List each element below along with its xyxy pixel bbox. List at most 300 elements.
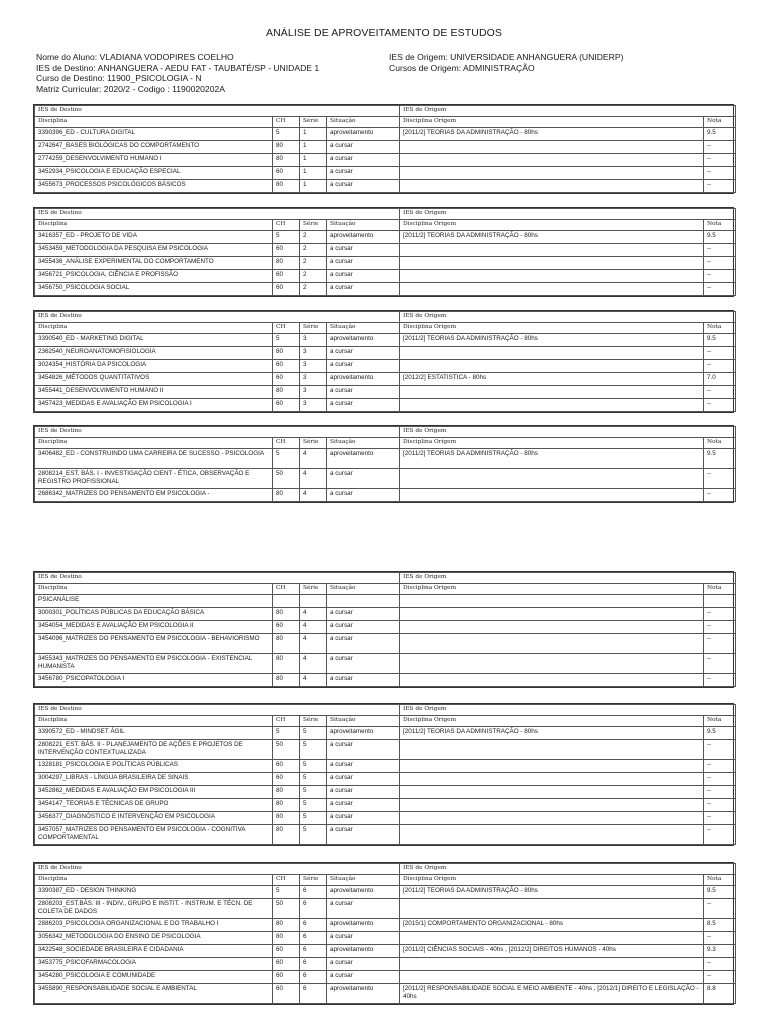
cell-disciplina: 3457057_MATRIZES DO PENSAMENTO EM PSICOLOGIA - COGNITIVA COMPORTAMENTAL bbox=[35, 825, 273, 845]
table-row bbox=[35, 945, 736, 958]
cell-situacao: a cursar bbox=[327, 786, 400, 799]
cell-nota: -- bbox=[704, 608, 736, 621]
cell-nota: -- bbox=[704, 386, 736, 399]
table-row bbox=[35, 919, 736, 932]
cell-nota: -- bbox=[704, 244, 736, 257]
cell-ch: 5 bbox=[273, 128, 300, 141]
cell-ch: 60 bbox=[273, 167, 300, 180]
cell-disciplina: 3455343_MATRIZES DO PENSAMENTO EM PSICOLOGIA - EXISTENCIAL HUMANISTA bbox=[35, 654, 273, 674]
col-serie-header: Série bbox=[300, 438, 327, 449]
cell-situacao: a cursar bbox=[327, 760, 400, 773]
cell-disciplina: 3004297_LIBRAS - LÍNGUA BRASILEIRA DE SINAIS bbox=[35, 773, 273, 786]
col-disciplina-header: Disciplina bbox=[35, 117, 273, 128]
table-row bbox=[35, 971, 736, 984]
analysis-table bbox=[34, 863, 736, 1004]
cell-ch: 60 bbox=[273, 399, 300, 412]
cell-nota: -- bbox=[704, 167, 736, 180]
cell-disciplina: 2808221_EST. BÁS. II - PLANEJAMENTO DE AÇÕES E PROJETOS DE INTERVENÇÃO CONTEXTUALIZADA bbox=[35, 740, 273, 760]
ies-destino-header: IES de Destino bbox=[35, 427, 400, 438]
ies-origem-header: IES de Origem bbox=[400, 573, 704, 584]
analysis-table bbox=[34, 208, 736, 296]
cell-situacao: a cursar bbox=[327, 621, 400, 634]
table-row bbox=[35, 386, 736, 399]
cell-disciplina-origem bbox=[400, 899, 704, 919]
col-disciplina-origem-header: Disciplina Origem bbox=[400, 220, 704, 231]
col-situacao-header: Situação bbox=[327, 220, 400, 231]
ies-origem-header: IES de Origem bbox=[400, 106, 704, 117]
cell-disciplina-origem bbox=[400, 180, 704, 193]
col-disciplina-header: Disciplina bbox=[35, 584, 273, 595]
cell-disciplina: 3454280_PSICOLOGIA E COMUNIDADE bbox=[35, 971, 273, 984]
cell-nota: -- bbox=[704, 760, 736, 773]
cell-serie: 5 bbox=[300, 786, 327, 799]
cell-situacao: a cursar bbox=[327, 154, 400, 167]
cell-situacao: aproveitamento bbox=[327, 334, 400, 347]
col-disciplina-header: Disciplina bbox=[35, 438, 273, 449]
cell-serie: 4 bbox=[300, 608, 327, 621]
col-nota-header: Nota bbox=[704, 584, 736, 595]
table-row bbox=[35, 128, 736, 141]
table-row bbox=[35, 283, 736, 296]
cell-serie: 2 bbox=[300, 283, 327, 296]
col-nota-header: Nota bbox=[704, 117, 736, 128]
table-row bbox=[35, 469, 736, 489]
cell-disciplina-origem bbox=[400, 634, 704, 654]
cell-ch: 5 bbox=[273, 449, 300, 469]
cell-disciplina-origem bbox=[400, 347, 704, 360]
cell-situacao: a cursar bbox=[327, 141, 400, 154]
cell-nota: -- bbox=[704, 674, 736, 687]
cell-disciplina: 3454826_MÉTODOS QUANTITATIVOS bbox=[35, 373, 273, 386]
cell-nota: -- bbox=[704, 899, 736, 919]
cell-serie: 6 bbox=[300, 984, 327, 1004]
col-situacao-header: Situação bbox=[327, 584, 400, 595]
cell-nota: -- bbox=[704, 740, 736, 760]
cell-serie: 5 bbox=[300, 760, 327, 773]
table-row bbox=[35, 674, 736, 687]
table-row bbox=[35, 958, 736, 971]
cell-disciplina: 3456750_PSICOLOGIA SOCIAL bbox=[35, 283, 273, 296]
cell-nota: -- bbox=[704, 799, 736, 812]
cell-serie: 5 bbox=[300, 812, 327, 825]
cell-ch: 60 bbox=[273, 971, 300, 984]
col-ch-header: CH bbox=[273, 117, 300, 128]
cell-situacao: a cursar bbox=[327, 167, 400, 180]
cell-situacao: a cursar bbox=[327, 674, 400, 687]
cell-ch: 60 bbox=[273, 360, 300, 373]
cell-nota bbox=[704, 595, 736, 608]
cell-disciplina-origem bbox=[400, 786, 704, 799]
table-row bbox=[35, 595, 736, 608]
cell-situacao: a cursar bbox=[327, 958, 400, 971]
column-header-row bbox=[35, 323, 736, 334]
analysis-table-block bbox=[33, 104, 734, 194]
cell-disciplina: 3455441_DESENVOLVIMENTO HUMANO II bbox=[35, 386, 273, 399]
cell-disciplina: 3456377_DIAGNÓSTICO E INTERVENÇÃO EM PSICOLOGIA bbox=[35, 812, 273, 825]
cell-ch: 80 bbox=[273, 674, 300, 687]
cell-ch: 80 bbox=[273, 257, 300, 270]
cell-serie: 6 bbox=[300, 899, 327, 919]
cell-disciplina: 3453775_PSICOFARMACOLOGIA bbox=[35, 958, 273, 971]
col-nota-header: Nota bbox=[704, 220, 736, 231]
cell-disciplina-origem bbox=[400, 270, 704, 283]
curso-destino: Curso de Destino: 11900_PSICOLOGIA - N bbox=[36, 73, 202, 84]
cell-serie: 2 bbox=[300, 257, 327, 270]
table-row bbox=[35, 360, 736, 373]
analysis-table-block bbox=[33, 862, 734, 1005]
cell-ch: 60 bbox=[273, 621, 300, 634]
cell-nota: 9.5 bbox=[704, 727, 736, 740]
col-disciplina-header: Disciplina bbox=[35, 875, 273, 886]
cell-disciplina: 3390396_ED - CULTURA DIGITAL bbox=[35, 128, 273, 141]
cell-disciplina: 3454096_MATRIZES DO PENSAMENTO EM PSICOLOGIA - BEHAVIORISMO bbox=[35, 634, 273, 654]
cell-situacao: aproveitamento bbox=[327, 449, 400, 469]
ies-origem-header: IES de Origem bbox=[400, 209, 704, 220]
cell-serie: 3 bbox=[300, 399, 327, 412]
cell-disciplina: 3452862_MEDIDAS E AVALIAÇÃO EM PSICOLOGIA III bbox=[35, 786, 273, 799]
cell-disciplina: 2362540_NEUROANATOMOFISIOLOGIA bbox=[35, 347, 273, 360]
cell-situacao: a cursar bbox=[327, 489, 400, 502]
cell-serie: 4 bbox=[300, 469, 327, 489]
col-serie-header: Série bbox=[300, 584, 327, 595]
cell-ch: 80 bbox=[273, 489, 300, 502]
cell-ch: 80 bbox=[273, 154, 300, 167]
cell-serie: 5 bbox=[300, 727, 327, 740]
analysis-table bbox=[34, 426, 736, 502]
col-nota-header: Nota bbox=[704, 323, 736, 334]
col-serie-header: Série bbox=[300, 117, 327, 128]
cell-disciplina-origem bbox=[400, 257, 704, 270]
cell-nota: -- bbox=[704, 489, 736, 502]
col-ch-header: CH bbox=[273, 584, 300, 595]
cell-nota: -- bbox=[704, 141, 736, 154]
cell-serie: 4 bbox=[300, 674, 327, 687]
cell-serie: 2 bbox=[300, 270, 327, 283]
cell-nota: -- bbox=[704, 399, 736, 412]
table-row bbox=[35, 727, 736, 740]
cell-disciplina-origem bbox=[400, 283, 704, 296]
cell-serie: 4 bbox=[300, 634, 327, 654]
col-ch-header: CH bbox=[273, 220, 300, 231]
cell-ch: 50 bbox=[273, 740, 300, 760]
cell-serie: 5 bbox=[300, 825, 327, 845]
table-row bbox=[35, 899, 736, 919]
cell-ch: 50 bbox=[273, 469, 300, 489]
cell-serie: 5 bbox=[300, 773, 327, 786]
cell-disciplina-origem bbox=[400, 244, 704, 257]
ies-destino: IES de Destino: ANHANGUERA - AEDU FAT - TAUBATÉ/SP - UNIDADE 1 bbox=[36, 62, 320, 73]
cell-nota: -- bbox=[704, 812, 736, 825]
cell-ch: 80 bbox=[273, 825, 300, 845]
origin-info bbox=[389, 52, 739, 73]
column-header-row bbox=[35, 438, 736, 449]
cell-serie: 6 bbox=[300, 945, 327, 958]
cell-situacao bbox=[327, 595, 400, 608]
cell-disciplina-origem: [2011/2] TEORIAS DA ADMINISTRAÇÃO - 80hs bbox=[400, 886, 704, 899]
col-ch-header: CH bbox=[273, 875, 300, 886]
cell-situacao: a cursar bbox=[327, 270, 400, 283]
cell-situacao: a cursar bbox=[327, 799, 400, 812]
cell-nota: -- bbox=[704, 654, 736, 674]
cell-serie: 1 bbox=[300, 141, 327, 154]
cell-disciplina-origem: [2015/1] COMPORTAMENTO ORGANIZACIONAL - 80hs bbox=[400, 919, 704, 932]
cell-ch: 60 bbox=[273, 984, 300, 1004]
cell-situacao: a cursar bbox=[327, 899, 400, 919]
cell-situacao: aproveitamento bbox=[327, 945, 400, 958]
cell-serie: 1 bbox=[300, 128, 327, 141]
cell-nota: -- bbox=[704, 180, 736, 193]
cell-disciplina-origem: [2011/2] RESPONSABILIDADE SOCIAL E MEIO AMBIENTE - 40hs , [2012/1] DIREITO E LEGISLAÇÃO - 40hs bbox=[400, 984, 704, 1004]
col-disciplina-origem-header: Disciplina Origem bbox=[400, 438, 704, 449]
cell-disciplina: 3456721_PSICOLOGIA, CIÊNCIA E PROFISSÃO bbox=[35, 270, 273, 283]
cell-serie: 2 bbox=[300, 244, 327, 257]
cell-serie: 4 bbox=[300, 449, 327, 469]
col-situacao-header: Situação bbox=[327, 716, 400, 727]
table-row bbox=[35, 373, 736, 386]
column-header-row bbox=[35, 716, 736, 727]
col-serie-header: Série bbox=[300, 875, 327, 886]
cell-ch: 5 bbox=[273, 727, 300, 740]
cell-disciplina: 3454054_MEDIDAS E AVALIAÇÃO EM PSICOLOGIA II bbox=[35, 621, 273, 634]
analysis-table-block bbox=[33, 310, 734, 413]
cell-disciplina: 3455673_PROCESSOS PSICOLÓGICOS BÁSICOS bbox=[35, 180, 273, 193]
table-row bbox=[35, 886, 736, 899]
col-disciplina-origem-header: Disciplina Origem bbox=[400, 875, 704, 886]
ies-origem-header: IES de Origem bbox=[400, 705, 704, 716]
student-name: Nome do Aluno: VLADIANA VODOPIRES COELHO bbox=[36, 52, 234, 62]
col-nota-header: Nota bbox=[704, 716, 736, 727]
cell-disciplina: 3056342_METODOLOGIA DO ENSINO DE PSICOLOGIA bbox=[35, 932, 273, 945]
cell-disciplina-origem bbox=[400, 812, 704, 825]
ies-header-row bbox=[35, 705, 736, 716]
cell-disciplina-origem bbox=[400, 654, 704, 674]
table-row bbox=[35, 786, 736, 799]
table-row bbox=[35, 932, 736, 945]
cell-disciplina: 3455436_ANÁLISE EXPERIMENTAL DO COMPORTAMENTO bbox=[35, 257, 273, 270]
cell-disciplina-origem bbox=[400, 154, 704, 167]
ies-origem-empty-cell bbox=[704, 209, 736, 220]
cell-nota: 9.5 bbox=[704, 231, 736, 244]
column-header-row bbox=[35, 875, 736, 886]
cell-ch: 80 bbox=[273, 141, 300, 154]
cell-serie: 5 bbox=[300, 740, 327, 760]
cell-disciplina-origem bbox=[400, 740, 704, 760]
cell-situacao: a cursar bbox=[327, 469, 400, 489]
ies-header-row bbox=[35, 864, 736, 875]
cell-ch: 60 bbox=[273, 958, 300, 971]
ies-destino-header: IES de Destino bbox=[35, 864, 400, 875]
table-row bbox=[35, 812, 736, 825]
ies-header-row bbox=[35, 427, 736, 438]
col-disciplina-header: Disciplina bbox=[35, 716, 273, 727]
cell-ch: 60 bbox=[273, 373, 300, 386]
col-serie-header: Série bbox=[300, 220, 327, 231]
col-situacao-header: Situação bbox=[327, 875, 400, 886]
cell-ch: 80 bbox=[273, 634, 300, 654]
cell-nota: -- bbox=[704, 958, 736, 971]
cell-situacao: aproveitamento bbox=[327, 727, 400, 740]
cell-disciplina-origem bbox=[400, 760, 704, 773]
cell-disciplina: 3416357_ED - PROJETO DE VIDA bbox=[35, 231, 273, 244]
table-row bbox=[35, 257, 736, 270]
cell-situacao: a cursar bbox=[327, 654, 400, 674]
ies-header-row bbox=[35, 312, 736, 323]
cell-ch: 80 bbox=[273, 932, 300, 945]
table-row bbox=[35, 773, 736, 786]
cell-disciplina: 2774259_DESENVOLVIMENTO HUMANO I bbox=[35, 154, 273, 167]
cell-serie: 5 bbox=[300, 799, 327, 812]
cell-disciplina-origem bbox=[400, 932, 704, 945]
cell-ch: 5 bbox=[273, 334, 300, 347]
table-row bbox=[35, 347, 736, 360]
cell-disciplina: 3390572_ED - MINDSET ÁGIL bbox=[35, 727, 273, 740]
table-row bbox=[35, 399, 736, 412]
table-row bbox=[35, 740, 736, 760]
cell-disciplina: 3406482_ED - CONSTRUINDO UMA CARREIRA DE SUCESSO - PSICOLOGIA bbox=[35, 449, 273, 469]
cell-disciplina-origem bbox=[400, 360, 704, 373]
analysis-table bbox=[34, 311, 736, 412]
cell-disciplina: 1328181_PSICOLOGIA E POLÍTICAS PÚBLICAS bbox=[35, 760, 273, 773]
ies-destino-header: IES de Destino bbox=[35, 573, 400, 584]
cell-disciplina-origem: [2011/2] TEORIAS DA ADMINISTRAÇÃO - 80hs bbox=[400, 334, 704, 347]
cell-ch: 60 bbox=[273, 773, 300, 786]
table-row bbox=[35, 489, 736, 502]
cell-nota: 9.3 bbox=[704, 945, 736, 958]
cell-serie: 6 bbox=[300, 886, 327, 899]
cell-ch: 60 bbox=[273, 283, 300, 296]
ies-header-row bbox=[35, 573, 736, 584]
cell-nota: -- bbox=[704, 932, 736, 945]
ies-origem-empty-cell bbox=[704, 106, 736, 117]
ies-header-row bbox=[35, 106, 736, 117]
table-row bbox=[35, 154, 736, 167]
cell-nota: -- bbox=[704, 621, 736, 634]
cell-serie: 6 bbox=[300, 919, 327, 932]
cell-serie: 4 bbox=[300, 654, 327, 674]
cell-disciplina-origem bbox=[400, 971, 704, 984]
cell-serie: 6 bbox=[300, 932, 327, 945]
cell-nota: -- bbox=[704, 360, 736, 373]
col-ch-header: CH bbox=[273, 323, 300, 334]
ies-origem: IES de Origem: UNIVERSIDADE ANHANGUERA (UNIDERP) bbox=[389, 52, 624, 62]
cell-nota: 9.5 bbox=[704, 886, 736, 899]
cell-ch: 5 bbox=[273, 231, 300, 244]
ies-origem-header: IES de Origem bbox=[400, 312, 704, 323]
table-row bbox=[35, 799, 736, 812]
cell-nota: 7.0 bbox=[704, 373, 736, 386]
cell-disciplina: PSICANÁLISE bbox=[35, 595, 273, 608]
cell-disciplina: 2808203_EST.BÁS. III - INDIV., GRUPO E INSTIT. - INSTRUM. E TÉCN. DE COLETA DE DADOS bbox=[35, 899, 273, 919]
analysis-table bbox=[34, 572, 736, 687]
cell-disciplina-origem bbox=[400, 386, 704, 399]
cell-nota: -- bbox=[704, 347, 736, 360]
col-nota-header: Nota bbox=[704, 438, 736, 449]
cell-disciplina-origem: [2012/2] ESTATISTICA - 80hs bbox=[400, 373, 704, 386]
table-row bbox=[35, 654, 736, 674]
col-disciplina-origem-header: Disciplina Origem bbox=[400, 716, 704, 727]
table-row bbox=[35, 141, 736, 154]
cell-ch: 5 bbox=[273, 886, 300, 899]
table-row bbox=[35, 270, 736, 283]
analysis-table-block bbox=[33, 703, 734, 846]
analysis-table-block bbox=[33, 207, 734, 297]
cell-disciplina-origem bbox=[400, 469, 704, 489]
col-serie-header: Série bbox=[300, 323, 327, 334]
table-row bbox=[35, 621, 736, 634]
cell-serie: 3 bbox=[300, 334, 327, 347]
matriz-curricular: Matriz Curricular: 2020/2 - Codigo : 1190020202A bbox=[36, 83, 226, 94]
cell-disciplina: 2686342_MATRIZES DO PENSAMENTO EM PSICOLOGIA - bbox=[35, 489, 273, 502]
cell-disciplina-origem bbox=[400, 674, 704, 687]
cell-disciplina: 3000301_POLÍTICAS PÚBLICAS DA EDUCAÇÃO BÁSICA bbox=[35, 608, 273, 621]
cell-situacao: a cursar bbox=[327, 386, 400, 399]
cell-serie: 2 bbox=[300, 231, 327, 244]
cell-situacao: aproveitamento bbox=[327, 886, 400, 899]
cell-situacao: a cursar bbox=[327, 634, 400, 654]
cell-situacao: aproveitamento bbox=[327, 231, 400, 244]
cell-nota: -- bbox=[704, 469, 736, 489]
cell-disciplina: 3454147_TEORIAS E TÉCNICAS DE GRUPO bbox=[35, 799, 273, 812]
table-row bbox=[35, 608, 736, 621]
ies-origem-empty-cell bbox=[704, 312, 736, 323]
cell-disciplina: 3457423_MEDIDAS E AVALIAÇÃO EM PSICOLOGIA I bbox=[35, 399, 273, 412]
cell-situacao: aproveitamento bbox=[327, 373, 400, 386]
table-row bbox=[35, 760, 736, 773]
cell-serie: 1 bbox=[300, 167, 327, 180]
ies-header-row bbox=[35, 209, 736, 220]
cell-ch: 80 bbox=[273, 386, 300, 399]
destination-info bbox=[36, 52, 388, 94]
col-situacao-header: Situação bbox=[327, 323, 400, 334]
ies-destino-header: IES de Destino bbox=[35, 705, 400, 716]
cell-disciplina: 2886203_PSICOLOGIA ORGANIZACIONAL E DO TRABALHO I bbox=[35, 919, 273, 932]
ies-origem-header: IES de Origem bbox=[400, 427, 704, 438]
ies-destino-header: IES de Destino bbox=[35, 209, 400, 220]
cell-disciplina-origem: [2011/2] TEORIAS DA ADMINISTRAÇÃO - 80hs bbox=[400, 231, 704, 244]
cell-serie: 3 bbox=[300, 360, 327, 373]
ies-destino-header: IES de Destino bbox=[35, 312, 400, 323]
cell-situacao: a cursar bbox=[327, 740, 400, 760]
cell-situacao: aproveitamento bbox=[327, 128, 400, 141]
analysis-table bbox=[34, 105, 736, 193]
cell-disciplina-origem: [2011/2] TEORIAS DA ADMINISTRAÇÃO - 80hs bbox=[400, 727, 704, 740]
cell-situacao: a cursar bbox=[327, 244, 400, 257]
cell-disciplina: 3390387_ED - DESIGN THINKING bbox=[35, 886, 273, 899]
table-row bbox=[35, 449, 736, 469]
cell-situacao: a cursar bbox=[327, 608, 400, 621]
cell-situacao: a cursar bbox=[327, 180, 400, 193]
col-disciplina-origem-header: Disciplina Origem bbox=[400, 584, 704, 595]
ies-origem-empty-cell bbox=[704, 705, 736, 716]
cell-ch: 80 bbox=[273, 812, 300, 825]
cell-situacao: a cursar bbox=[327, 283, 400, 296]
cell-nota: 8.5 bbox=[704, 919, 736, 932]
cell-situacao: a cursar bbox=[327, 932, 400, 945]
cell-situacao: a cursar bbox=[327, 257, 400, 270]
cell-disciplina-origem bbox=[400, 825, 704, 845]
table-row bbox=[35, 984, 736, 1004]
table-row bbox=[35, 231, 736, 244]
cell-nota: 8.8 bbox=[704, 984, 736, 1004]
cell-nota: -- bbox=[704, 154, 736, 167]
cell-nota: -- bbox=[704, 825, 736, 845]
cell-situacao: a cursar bbox=[327, 812, 400, 825]
cell-disciplina-origem bbox=[400, 399, 704, 412]
table-row bbox=[35, 825, 736, 845]
cell-situacao: a cursar bbox=[327, 347, 400, 360]
ies-origem-empty-cell bbox=[704, 573, 736, 584]
analysis-table bbox=[34, 704, 736, 845]
